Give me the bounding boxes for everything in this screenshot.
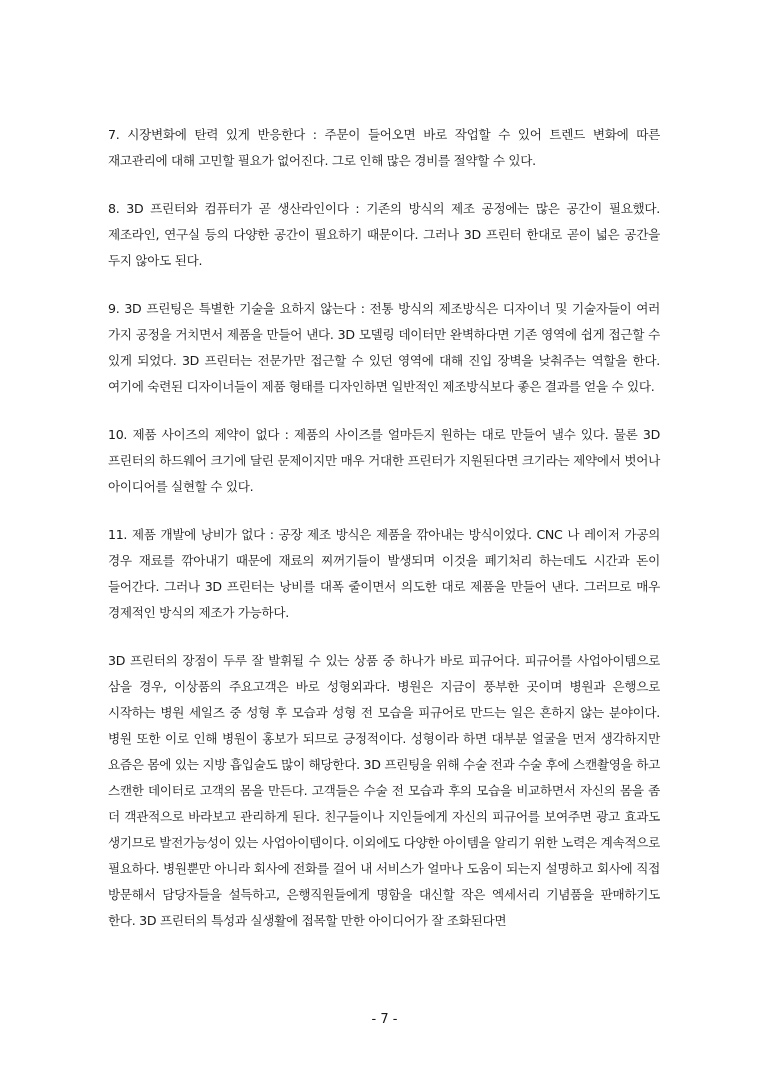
paragraph-item-11: 11. 제품 개발에 낭비가 없다 : 공장 제조 방식은 제품을 깎아내는 방식이었다. CNC 나 레이저 가공의 경우 재료를 깎아내기 때문에 재료의 찌꺼기들이 발생되며 이것을 폐기처리 하는데도 시간과 돈이 들어간다. 그러나 3D 프린터는 낭비를 대폭 줄이면서 의도한 대로 제품을 만들어 낸다. 그러므로 매우 경제적인 방식의 제조가 가능하다. xyxy=(108,527,660,620)
paragraph-spacer xyxy=(108,400,660,422)
paragraph-item-7: 7. 시장변화에 탄력 있게 반응한다 : 주문이 들어오면 바로 작업할 수 있어 트렌드 변화에 따른 재고관리에 대해 고민할 필요가 없어진다. 그로 인해 많은 경비를 절약할 수 있다. xyxy=(108,127,660,168)
paragraph-item-8: 8. 3D 프린터와 컴퓨터가 곧 생산라인이다 : 기존의 방식의 제조 공정에는 많은 공간이 필요했다. 제조라인, 연구실 등의 다양한 공간이 필요하기 때문이다. 그러나 3D 프린터 한대로 곧이 넓은 공간을 두지 않아도 된다. xyxy=(108,201,660,268)
paragraph-spacer xyxy=(108,500,660,522)
paragraph-spacer xyxy=(108,274,660,296)
page-number: - 7 - xyxy=(371,1012,398,1027)
paragraph-item-10: 10. 제품 사이즈의 제약이 없다 : 제품의 사이즈를 얼마든지 원하는 대로 만들어 낼수 있다. 물론 3D 프린터의 하드웨어 크기에 달린 문제이지만 매우 거대한 프린터가 지원된다면 크기라는 제약에서 벗어나 아이디어를 실현할 수 있다. xyxy=(108,427,660,494)
page-body xyxy=(108,122,660,934)
paragraph-item-9: 9. 3D 프린팅은 특별한 기술을 요하지 않는다 : 전통 방식의 제조방식은 디자이너 및 기술자들이 여러 가지 공정을 거치면서 제품을 만들어 낸다. 3D 모델링 데이터만 완벽하다면 기존 영역에 쉽게 접근할 수 있게 되었다. 3D 프린터는 전문가만 접근할 수 있던 영역에 대해 진입 장벽을 낮춰주는 역할을 한다. 여기에 숙련된 디자이너들이 제품 형태를 디자인하면 일반적인 제조방식보다 좋은 결과를 얻을 수 있다. xyxy=(108,301,660,394)
paragraph-figure-business: 3D 프린터의 장점이 두루 잘 발휘될 수 있는 상품 중 하나가 바로 피규어다. 피규어를 사업아이템으로 삼을 경우, 이상품의 주요고객은 바로 성형외과다. 병원은 지금이 풍부한 곳이며 병원과 은행으로 시작하는 병원 세일즈 중 성형 후 모습과 성형 전 모습을 피규어로 만드는 일은 흔하지 않는 분야이다. 병원 또한 이로 인해 병원이 홍보가 되므로 긍정적이다. 성형이라 하면 대부분 얼굴을 먼저 생각하지만 요즘은 몸에 있는 지방 흡입술도 많이 해당한다. 3D 프린팅을 위해 수술 전과 수술 후에 스캔촬영을 하고 스캔한 데이터로 고객의 몸을 만든다. 고객들은 수술 전 모습과 후의 모습을 비교하면서 자신의 몸을 좀 더 객관적으로 바라보고 관리하게 된다. 친구들이나 지인들에게 자신의 피규어를 보여주면 광고 효과도 생기므로 발전가능성이 있는 사업아이템이다. 이외에도 다양한 아이템을 알리기 위한 노력은 계속적으로 필요하다. 병원뿐만 아니라 회사에 전화를 걸어 내 서비스가 얼마나 도움이 되는지 설명하고 회사에 직접 방문해서 담당자들을 설득하고, 은행직원들에게 명함을 대신할 작은 엑세서리 기념품을 판매하기도 한다. 3D 프린터의 특성과 실생활에 접목할 만한 아이디어가 잘 조화된다면 xyxy=(108,653,660,928)
paragraph-spacer xyxy=(108,626,660,648)
paragraph-spacer xyxy=(108,174,660,196)
